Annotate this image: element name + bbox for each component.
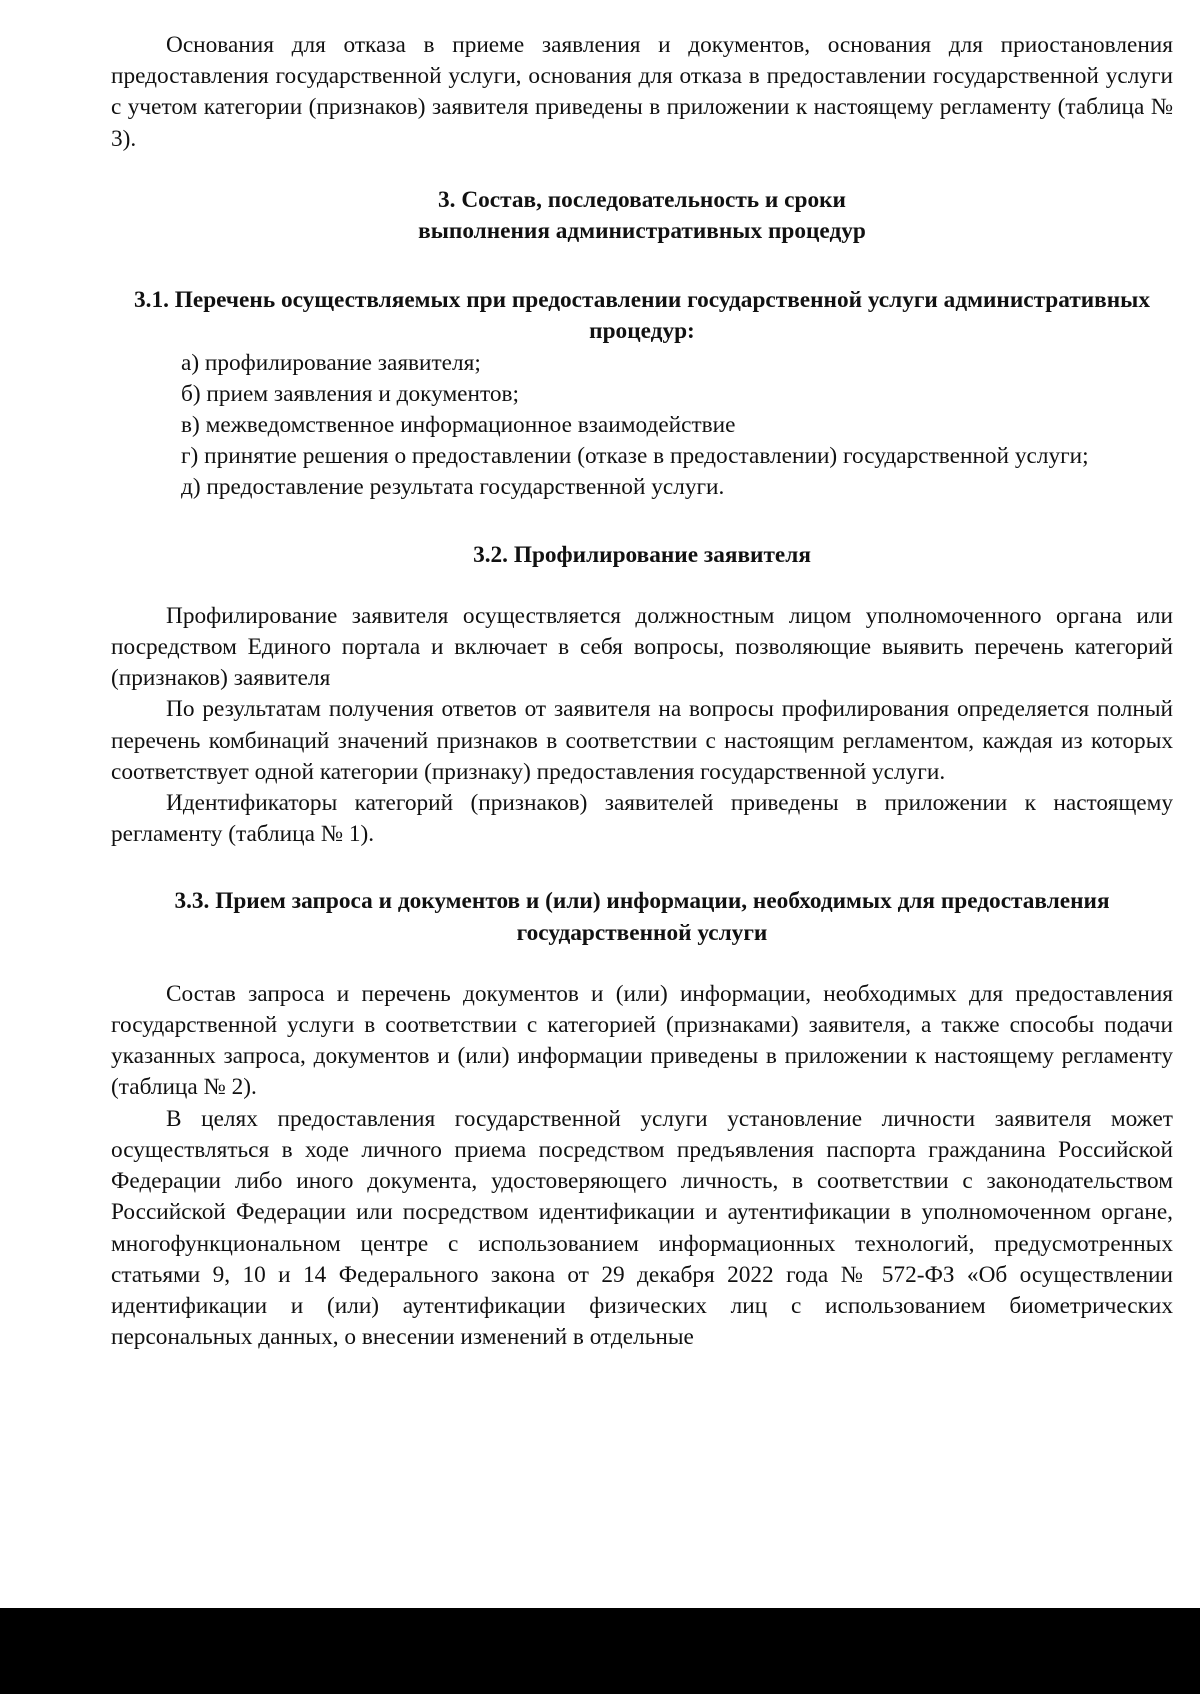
- section-3-title-line-2: выполнения административных процедур: [418, 218, 866, 245]
- list-item: г) принятие решения о предоставлении (отказе в предоставлении) государственной услуги;: [181, 443, 1089, 470]
- paragraph: Профилирование заявителя осуществляется должностным лицом уполномоченного органа или посредством Единого портала и включает в себя вопросы, позволяющие выявить перечень категорий (признаков) заявителя: [111, 602, 1173, 692]
- procedure-list: [111, 348, 1173, 504]
- list-item: б) прием заявления и документов;: [181, 380, 519, 407]
- section-3-title-line-1: 3. Состав, последовательность и сроки: [438, 186, 846, 213]
- section-3-1-title: 3.1. Перечень осуществляемых при предоставлении государственной услуги административных процедур:: [133, 287, 1151, 345]
- document-body: [111, 30, 1173, 1353]
- list-item: в) межведомственное информационное взаимодействие: [181, 412, 736, 439]
- section-3-title: [111, 185, 1173, 247]
- paragraph: В целях предоставления государственной услуги установление личности заявителя может осуществляться в ходе личного приема посредством предъявления паспорта гражданина Российской Федерации либо иного документа, удостоверяющего личность, в соответствии с законодательством Российской Федерации или посредством идентификации и аутентификации в уполномоченном органе, многофункциональном центре с использованием информационных технологий, предусмотренных статьями 9, 10 и 14 Федерального закона от 29 декабря 2022 года № 572-ФЗ «Об осуществлении идентификации и (или) аутентификации физических лиц с использованием биометрических персональных данных, о внесении изменений в отдельные: [111, 1105, 1173, 1351]
- paragraph: Состав запроса и перечень документов и (или) информации, необходимых для предоставления государственной услуги в соответствии с категорией (признаками) заявителя, а также способы подачи указанных запроса, документов и (или) информации приведены в приложении к настоящему регламенту (таблица № 2).: [111, 980, 1173, 1101]
- section-3-2-title: 3.2. Профилирование заявителя: [473, 541, 811, 568]
- paragraph: Идентификаторы категорий (признаков) заявителей приведены в приложении к настоящему регламенту (таблица № 1).: [111, 790, 1173, 848]
- section-3-2-body: [111, 601, 1173, 851]
- scan-border-bar: [0, 1608, 1200, 1694]
- section-3-3-title: 3.3. Прием запроса и документов и (или) информации, необходимых для предоставления государственной услуги: [174, 888, 1110, 946]
- section-3-3-body: [111, 979, 1173, 1353]
- intro-paragraph: Основания для отказа в приеме заявления и документов, основания для приостановления предоставления государственной услуги, основания для отказа в предоставлении государственной услуги с учетом категории (признаков) заявителя приведены в приложении к настоящему регламенту (таблица № 3).: [111, 32, 1173, 152]
- list-item: а) профилирование заявителя;: [181, 349, 481, 376]
- list-item: д) предоставление результата государственной услуги.: [181, 474, 725, 501]
- paragraph: По результатам получения ответов от заявителя на вопросы профилирования определяется полный перечень комбинаций значений признаков в соответствии с настоящим регламентом, каждая из которых соответствует одной категории (признаку) предоставления государственной услуги.: [111, 696, 1173, 785]
